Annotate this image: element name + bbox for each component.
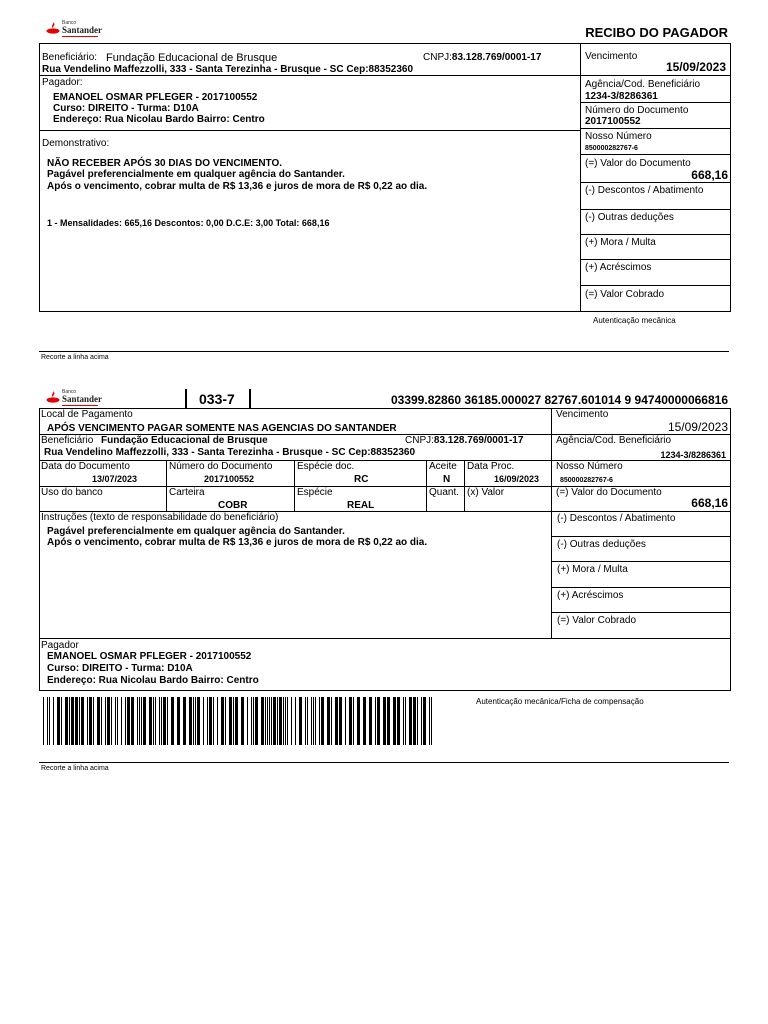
ficha-rule — [551, 587, 730, 588]
recibo-title: RECIBO DO PAGADOR — [585, 25, 728, 40]
recibo-rule — [580, 182, 730, 183]
santander-flame-icon — [46, 389, 60, 403]
x-valor-label: (x) Valor — [467, 487, 505, 498]
ficha-nosso-numero-value: 850000282767-6 — [560, 477, 613, 484]
ficha-pagador-line: EMANOEL OSMAR PFLEGER - 2017100552 — [47, 651, 252, 662]
santander-flame-icon — [46, 20, 60, 34]
cut-line-2 — [39, 762, 729, 763]
aceite-value: N — [443, 474, 451, 485]
recibo-nosso-numero-label: Nosso Número — [585, 131, 652, 142]
data-proc-label: Data Proc. — [467, 461, 515, 472]
recibo-autenticacao: Autenticação mecânica — [593, 316, 676, 325]
recibo-valor-doc-value: 668,16 — [691, 168, 728, 182]
logo-brand-text: Santander — [62, 394, 103, 404]
ficha-outras-label: (-) Outras deduções — [557, 539, 646, 550]
recibo-demo-line: Pagável preferencialmente em qualquer agência do Santander. — [47, 169, 345, 180]
recibo-rule — [39, 75, 580, 76]
ficha-beneficiario-name: Fundação Educacional de Brusque — [101, 435, 268, 446]
recibo-cnpj-label: CNPJ: — [423, 52, 452, 63]
recibo-num-doc-label: Número do Documento — [585, 105, 689, 116]
recibo-rule — [580, 102, 730, 103]
local-pagamento-label: Local de Pagamento — [41, 409, 133, 420]
recibo-cnpj-value: 83.128.769/0001-17 — [451, 52, 542, 63]
especie-doc-value: RC — [354, 474, 369, 485]
ficha-rule — [39, 638, 730, 639]
recibo-agencia-value: 1234-3/8286361 — [585, 91, 658, 102]
data-documento-value: 13/07/2023 — [92, 474, 138, 484]
recibo-rule — [580, 234, 730, 235]
recibo-acrescimos-label: (+) Acréscimos — [585, 262, 652, 273]
carteira-value: COBR — [218, 500, 248, 511]
ficha-divider — [464, 460, 465, 511]
ficha-rule — [551, 612, 730, 613]
ficha-cnpj-value: 83.128.769/0001-17 — [433, 435, 524, 446]
recibo-agencia-label: Agência/Cod. Beneficiário — [585, 79, 701, 90]
ficha-acrescimos-label: (+) Acréscimos — [557, 590, 624, 601]
recibo-pagador-label: Pagador: — [42, 77, 83, 88]
ficha-nosso-numero-label: Nosso Número — [556, 461, 623, 472]
instrucoes-line: Após o vencimento, cobrar multa de R$ 13,36 e juros de mora de R$ 0,22 ao dia. — [47, 537, 428, 548]
recibo-mensalidades: 1 - Mensalidades: 665,16 Descontos: 0,00 D.C.E: 3,00 Total: 668,16 — [47, 218, 330, 228]
ficha-divider — [426, 460, 427, 511]
recibo-valor-doc-label: (=) Valor do Documento — [585, 158, 691, 169]
recibo-pagador-line: EMANOEL OSMAR PFLEGER - 2017100552 — [53, 92, 258, 103]
especie-label: Espécie — [297, 487, 333, 498]
ficha-divider — [551, 408, 552, 639]
recibo-beneficiario-label: Beneficiário: — [42, 52, 98, 63]
ficha-autenticacao: Autenticação mecânica/Ficha de compensação — [476, 697, 644, 706]
bank-code-divider — [185, 389, 187, 408]
ficha-agencia-label: Agência/Cod. Beneficiário — [556, 435, 672, 446]
logo-underline — [62, 36, 98, 37]
numero-documento-value: 2017100552 — [204, 474, 255, 484]
aceite-label: Aceite — [429, 461, 457, 472]
carteira-label: Carteira — [169, 487, 205, 498]
ficha-pagador-line: Endereço: Rua Nicolau Bardo Bairro: Centro — [47, 675, 259, 686]
recibo-valor-cobrado-label: (=) Valor Cobrado — [585, 289, 665, 300]
recibo-demo-line: Após o vencimento, cobrar multa de R$ 13,36 e juros de mora de R$ 0,22 ao dia. — [47, 181, 428, 192]
recibo-rule — [580, 285, 730, 286]
data-proc-value: 16/09/2023 — [494, 474, 540, 484]
recibo-vencimento-value: 15/09/2023 — [665, 60, 726, 74]
ficha-agencia-value: 1234-3/8286361 — [660, 450, 726, 460]
quant-label: Quant. — [429, 487, 460, 498]
ficha-mora-label: (+) Mora / Multa — [557, 564, 628, 575]
instrucoes-line: Pagável preferencialmente em qualquer agência do Santander. — [47, 526, 345, 537]
ficha-rule — [39, 460, 730, 461]
especie-doc-label: Espécie doc. — [297, 461, 355, 472]
recibo-rule — [39, 130, 580, 131]
linha-digitavel: 03399.82860 36185.000027 82767.601014 9 94740000066816 — [390, 393, 728, 407]
recorte-text-2: Recorte a linha acima — [41, 765, 109, 772]
bank-code-divider — [249, 389, 251, 408]
data-documento-label: Data do Documento — [41, 461, 130, 472]
recibo-rule — [580, 75, 730, 76]
logo-banco-text: Banco — [62, 20, 77, 26]
recibo-vencimento-label: Vencimento — [585, 51, 638, 62]
ficha-vencimento-value: 15/09/2023 — [667, 420, 728, 434]
cut-line-1 — [39, 351, 729, 352]
recibo-outras-label: (-) Outras deduções — [585, 212, 674, 223]
ficha-valor-doc-label: (=) Valor do Documento — [556, 487, 662, 498]
recorte-text-1: Recorte a linha acima — [41, 354, 109, 361]
recibo-demonstrativo-label: Demonstrativo: — [42, 138, 110, 149]
ficha-valor-cobrado-label: (=) Valor Cobrado — [557, 615, 637, 626]
logo-underline — [62, 405, 98, 406]
recibo-nosso-numero-value: 850000282767-6 — [585, 145, 638, 152]
bank-code: 033-7 — [199, 391, 235, 407]
recibo-rule — [580, 259, 730, 260]
logo-brand-text: Santander — [62, 25, 103, 35]
instrucoes-label: Instruções (texto de responsabilidade do beneficiário) — [41, 512, 279, 523]
recibo-pagador-line: Curso: DIREITO - Turma: D10A — [53, 103, 199, 114]
ficha-cnpj — [405, 435, 523, 446]
barcode — [43, 697, 437, 745]
numero-documento-label: Número do Documento — [169, 461, 273, 472]
recibo-rule — [580, 128, 730, 129]
recibo-beneficiario-name: Fundação Educacional de Brusque — [106, 52, 278, 64]
logo-banco-text: Banco — [62, 389, 77, 395]
recibo-rule — [580, 209, 730, 210]
local-pagamento-value: APÓS VENCIMENTO PAGAR SOMENTE NAS AGENCIAS DO SANTANDER — [47, 423, 397, 434]
recibo-num-doc-value: 2017100552 — [585, 116, 641, 127]
ficha-rule — [551, 561, 730, 562]
recibo-rule — [580, 154, 730, 155]
ficha-pagador-line: Curso: DIREITO - Turma: D10A — [47, 663, 193, 674]
ficha-valor-doc-value: 668,16 — [691, 496, 728, 510]
ficha-beneficiario-label: Beneficiário — [41, 435, 94, 446]
recibo-pagador-line: Endereço: Rua Nicolau Bardo Bairro: Centro — [53, 114, 265, 125]
recibo-cnpj — [423, 52, 541, 63]
especie-value: REAL — [347, 500, 375, 511]
recibo-mora-label: (+) Mora / Multa — [585, 237, 656, 248]
ficha-cnpj-label: CNPJ: — [405, 435, 434, 446]
ficha-rule — [551, 536, 730, 537]
recibo-divider — [580, 43, 581, 311]
ficha-descontos-label: (-) Descontos / Abatimento — [557, 513, 676, 524]
ficha-beneficiario-address: Rua Vendelino Maffezzolli, 333 - Santa Terezinha - Brusque - SC Cep:88352360 — [44, 447, 416, 458]
ficha-vencimento-label: Vencimento — [556, 409, 609, 420]
ficha-divider — [166, 460, 167, 511]
ficha-divider — [294, 460, 295, 511]
ficha-pagador-label: Pagador — [41, 640, 79, 651]
recibo-demo-line: NÃO RECEBER APÓS 30 DIAS DO VENCIMENTO. — [47, 158, 283, 169]
recibo-beneficiario-address: Rua Vendelino Maffezzolli, 333 - Santa Terezinha - Brusque - SC Cep:88352360 — [42, 64, 414, 75]
uso-banco-label: Uso do banco — [41, 487, 103, 498]
recibo-descontos-label: (-) Descontos / Abatimento — [585, 185, 704, 196]
